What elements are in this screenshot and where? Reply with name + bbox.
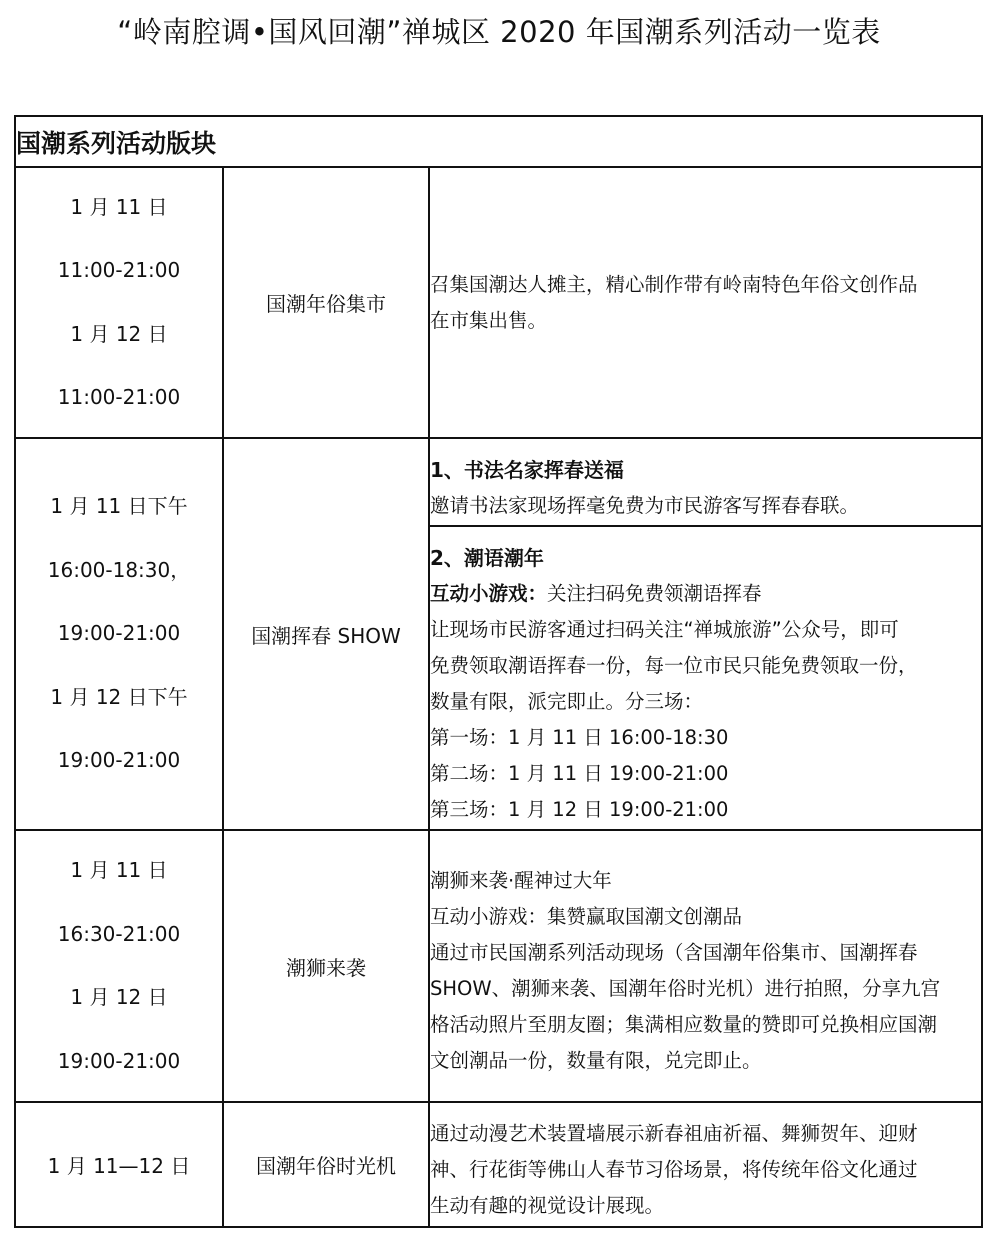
activity-description	[429, 438, 982, 526]
activity-name: 国潮挥春 SHOW	[223, 438, 429, 830]
activity-name: 国潮年俗集市	[223, 167, 429, 438]
desc-line: 神、行花街等佛山人春节习俗场景，将传统年俗文化通过	[430, 1157, 918, 1181]
desc-line: 在市集出售。	[430, 308, 548, 332]
desc-line: 免费领取潮语挥春一份，每一位市民只能免费领取一份，	[430, 654, 918, 677]
desc-line: 第三场：1 月 12 日 19:00-21:00	[430, 798, 729, 821]
desc-line: 数量有限，派完即止。分三场：	[430, 690, 704, 713]
time-line: 1 月 11—12 日	[47, 1154, 191, 1178]
table-row	[15, 167, 982, 438]
time-cell	[15, 1102, 223, 1227]
activity-name: 潮狮来袭	[223, 830, 429, 1102]
page-title: “岭南腔调•国风回潮”禅城区 2020 年国潮系列活动一览表	[117, 15, 881, 49]
sub-heading: 2、潮语潮年	[430, 546, 544, 570]
desc-line: 邀请书法家现场挥毫免费为市民游客写挥春春联。	[430, 494, 860, 517]
table-row	[15, 438, 982, 526]
time-line: 1 月 12 日	[70, 985, 168, 1009]
desc-line: 互动小游戏：集赞赢取国潮文创潮品	[430, 905, 743, 928]
time-line: 1 月 11 日	[70, 194, 168, 219]
section-header: 国潮系列活动版块	[15, 116, 982, 167]
activity-description	[429, 830, 982, 1102]
desc-line: 生动有趣的视觉设计展现。	[430, 1193, 665, 1217]
section-header-row	[15, 116, 982, 167]
sub-heading: 1、书法名家挥春送福	[430, 458, 624, 482]
time-line: 16:00-18:30，	[47, 557, 191, 582]
game-text: 关注扫码免费领潮语挥春	[547, 582, 762, 605]
desc-line: 让现场市民游客通过扫码关注“禅城旅游”公众号，即可	[430, 618, 899, 641]
time-line: 1 月 12 日	[70, 321, 168, 346]
desc-line: 通过市民国潮系列活动现场（含国潮年俗集市、国潮挥春	[430, 941, 918, 964]
table-row	[15, 1102, 982, 1227]
activity-description	[429, 167, 982, 438]
time-line: 19:00-21:00	[57, 621, 181, 646]
activity-description	[429, 1102, 982, 1227]
time-line: 11:00-21:00	[57, 385, 181, 409]
desc-line: 格活动照片至朋友圈；集满相应数量的赞即可兑换相应国潮	[430, 1013, 938, 1036]
desc-line: 召集国潮达人摊主，精心制作带有岭南特色年俗文创作品	[430, 272, 918, 296]
activity-table	[14, 115, 983, 1228]
time-line: 1 月 11 日	[70, 858, 168, 882]
time-cell	[15, 438, 223, 830]
game-label: 互动小游戏：	[430, 582, 548, 605]
desc-line: 文创潮品一份，数量有限，兑完即止。	[430, 1049, 762, 1072]
desc-line: 通过动漫艺术装置墙展示新春祖庙祈福、舞狮贺年、迎财	[430, 1121, 918, 1145]
desc-line: 第二场：1 月 11 日 19:00-21:00	[430, 762, 729, 785]
desc-line: SHOW、潮狮来袭、国潮年俗时光机）进行拍照，分享九宫	[430, 977, 941, 1000]
time-line: 11:00-21:00	[57, 258, 181, 282]
activity-description	[429, 526, 982, 830]
time-line: 16:30-21:00	[57, 921, 181, 946]
desc-line: 潮狮来袭·醒神过大年	[430, 869, 612, 892]
desc-line	[430, 576, 981, 612]
table-row	[15, 830, 982, 1102]
time-line: 19:00-21:00	[57, 1048, 181, 1073]
time-line: 19:00-21:00	[57, 748, 181, 773]
time-cell	[15, 167, 223, 438]
time-cell	[15, 830, 223, 1102]
activity-name: 国潮年俗时光机	[223, 1102, 429, 1227]
time-line: 1 月 12 日下午	[50, 684, 188, 709]
time-line: 1 月 11 日下午	[50, 494, 188, 519]
desc-line: 第一场：1 月 11 日 16:00-18:30	[430, 726, 729, 749]
